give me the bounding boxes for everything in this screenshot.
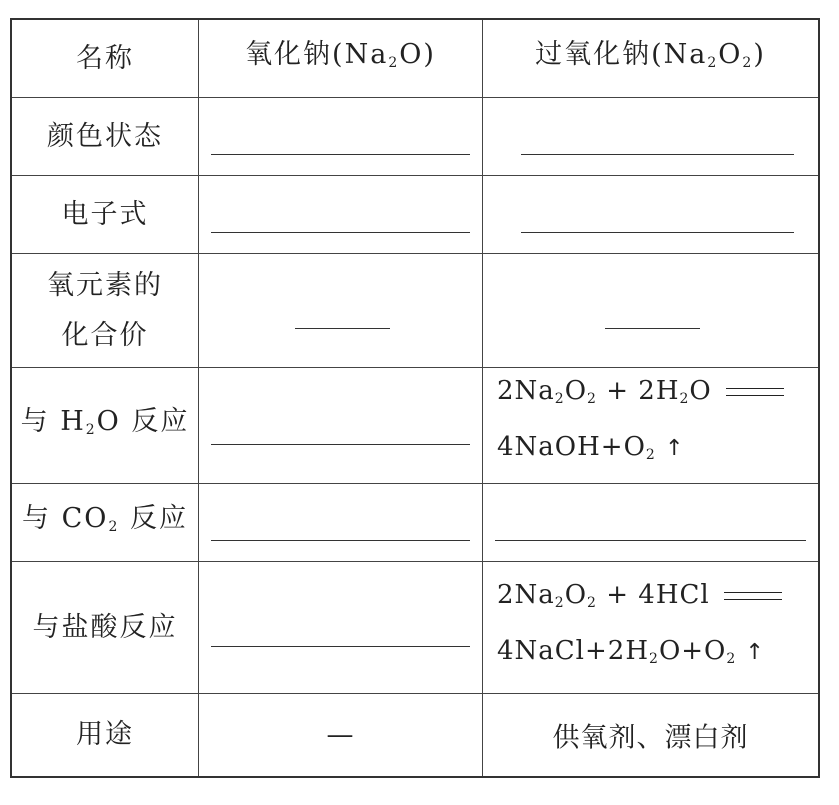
header-name-cell — [12, 20, 199, 97]
color-state-na2o2-cell — [483, 98, 818, 175]
color-state-na2o2-blank — [521, 154, 794, 155]
co2-na2o2-cell — [483, 484, 818, 561]
hcl-equation-line1: $2Na_2O_2 + 4HCl$ — [497, 580, 808, 611]
equals-sign — [726, 388, 784, 396]
co2-na2o2-blank — [495, 540, 806, 541]
use-na2o-cell — [199, 694, 483, 776]
electron-na2o2-cell — [483, 176, 818, 253]
color-state-label: 颜色状态 — [47, 120, 163, 152]
h2o-equation-line1: $2Na_2O_2 + 2H_2O$ — [497, 376, 808, 407]
use-label: 用途 — [76, 719, 134, 750]
color-state-na2o-blank — [211, 154, 470, 155]
color-state-label-cell — [12, 98, 199, 175]
co2-label: 与 $CO_2$ 反应 — [22, 502, 188, 535]
use-na2o2-cell — [483, 694, 818, 776]
comparison-table — [10, 18, 820, 778]
use-na2o2-value: 供氧剂、漂白剂 — [552, 722, 749, 754]
hcl-na2o-blank — [211, 646, 470, 647]
row-co2 — [12, 484, 818, 562]
co2-na2o-cell — [199, 484, 483, 561]
equals-sign — [724, 592, 782, 600]
valence-label-line2: 化合价 — [61, 319, 149, 351]
row-hcl — [12, 562, 818, 694]
valence-na2o2-cell — [483, 254, 818, 367]
header-name: 名称 — [76, 42, 134, 74]
color-state-na2o-cell — [199, 98, 483, 175]
row-use — [12, 694, 818, 776]
valence-label-line1: 氧元素的 — [47, 269, 163, 301]
hcl-na2o2-cell — [483, 562, 818, 693]
hcl-label: 与盐酸反应 — [32, 611, 178, 643]
valence-na2o2-blank — [605, 328, 700, 329]
electron-na2o-cell — [199, 176, 483, 253]
row-h2o — [12, 368, 818, 484]
row-color-state — [12, 98, 818, 176]
electron-na2o-blank — [211, 232, 470, 233]
valence-label — [12, 261, 198, 361]
hcl-equation-line2: $4NaCl+2H_2O+O_2$ ↑ — [497, 636, 765, 667]
co2-label-cell — [12, 484, 199, 561]
row-valence — [12, 254, 818, 368]
gas-up-arrow-icon: ↑ — [665, 436, 685, 461]
use-na2o-value: — — [326, 719, 355, 751]
h2o-label-cell — [12, 368, 199, 483]
row-electron-formula — [12, 176, 818, 254]
header-na2o2: 过氧化钠$(Na_2O_2)$ — [535, 38, 766, 71]
electron-na2o2-blank — [521, 232, 794, 233]
co2-na2o-blank — [211, 540, 470, 541]
h2o-na2o-cell — [199, 368, 483, 483]
electron-formula-label: 电子式 — [61, 198, 149, 230]
header-na2o-cell — [199, 20, 483, 97]
h2o-na2o-blank — [211, 444, 470, 445]
valence-na2o-blank — [295, 328, 390, 329]
h2o-na2o2-cell — [483, 368, 818, 483]
valence-label-cell — [12, 254, 199, 367]
valence-na2o-cell — [199, 254, 483, 367]
header-na2o: 氧化钠$(Na_2O)$ — [245, 38, 436, 71]
h2o-label: 与 $H_2O$ 反应 — [20, 405, 190, 438]
electron-label-cell — [12, 176, 199, 253]
hcl-na2o-cell — [199, 562, 483, 693]
h2o-equation-line2: $4NaOH+O_2$ ↑ — [497, 432, 685, 463]
gas-up-arrow-icon: ↑ — [745, 640, 765, 665]
header-na2o2-cell — [483, 20, 818, 97]
header-row — [12, 20, 818, 98]
use-label-cell — [12, 694, 199, 776]
hcl-label-cell — [12, 562, 199, 693]
